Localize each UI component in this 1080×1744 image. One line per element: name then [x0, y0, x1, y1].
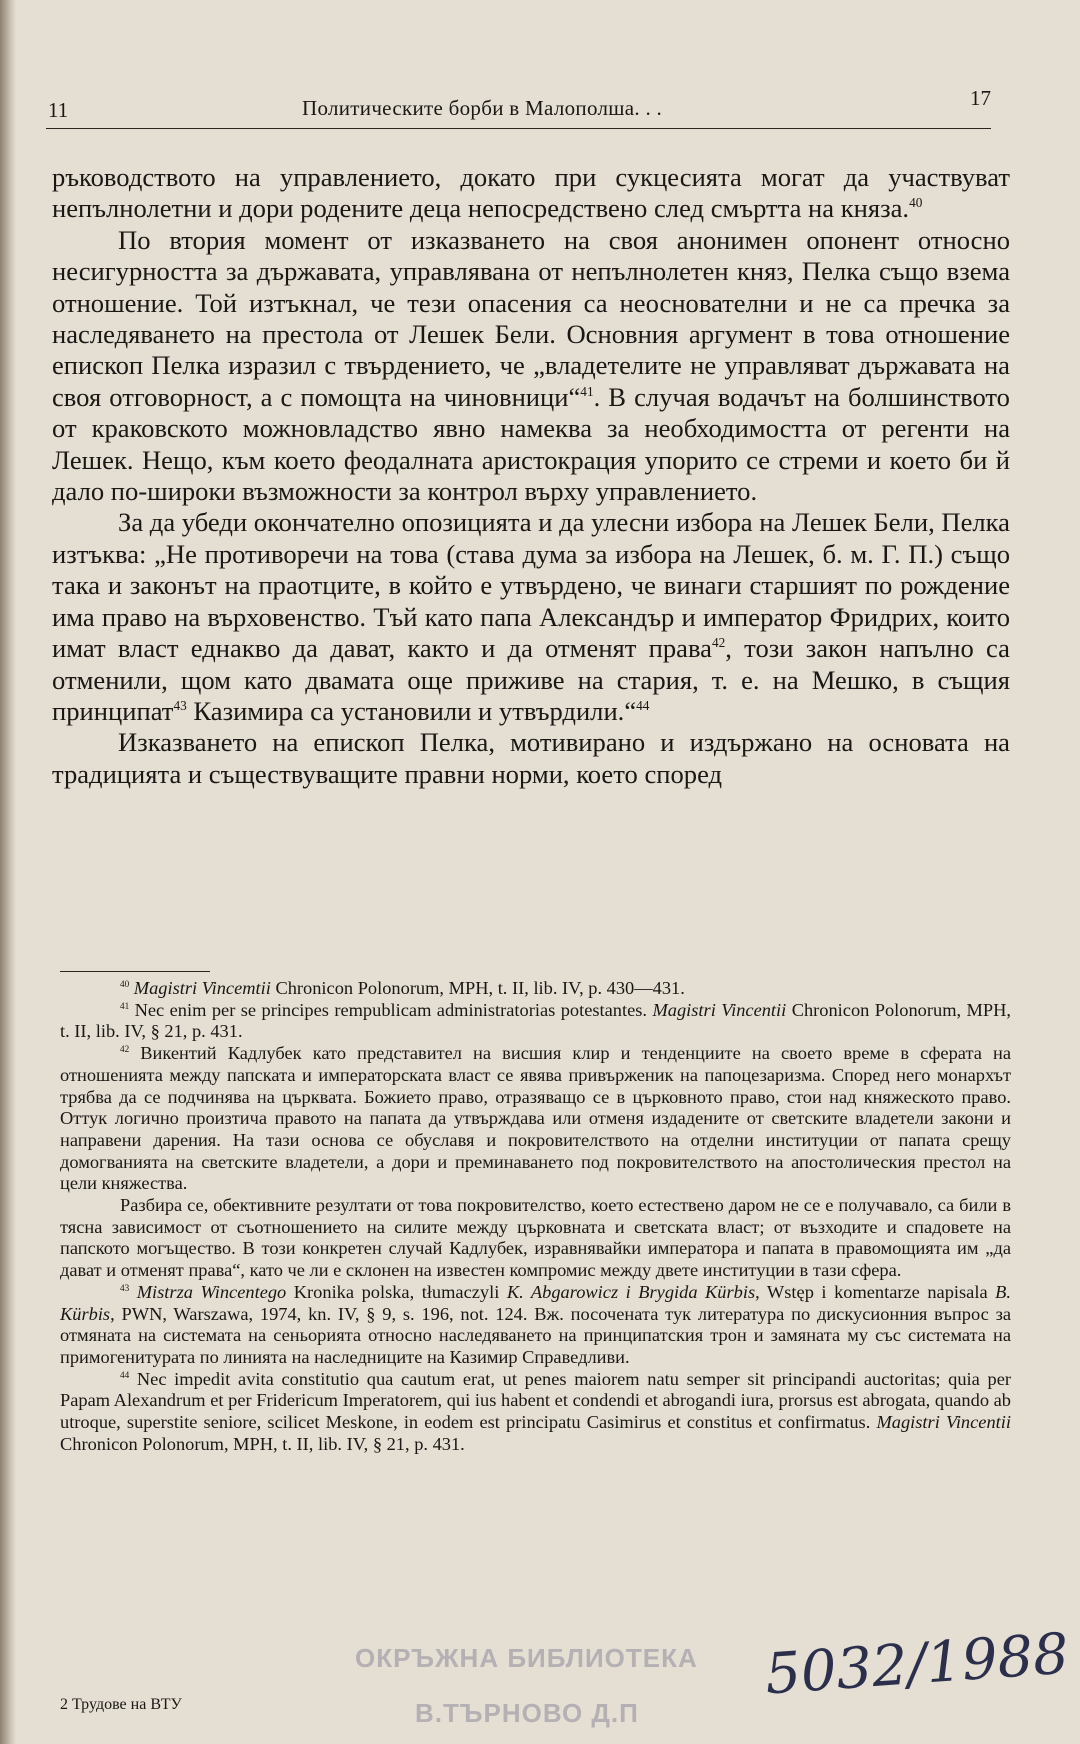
footnotes: [60, 978, 1011, 1455]
library-stamp-line-1: ОКРЪЖНА БИБЛИОТЕКА: [355, 1643, 698, 1673]
footnote-ref: 40: [909, 195, 923, 211]
main-text: [52, 162, 1010, 790]
footnote-40: $^{40}$ Magistri Vincemtii Chronicon Polonorum, MPH, t. II, lib. IV, p. 430—431.: [120, 978, 685, 998]
library-stamp-line-2: В.ТЪРНОВО Д.П: [415, 1698, 639, 1728]
footnote-ref: 43: [173, 698, 187, 714]
running-header: [46, 82, 991, 129]
printer-signature: 2 Трудове на ВТУ: [60, 1696, 182, 1713]
footnote-ref: 41: [580, 383, 594, 399]
footnote-44: $^{44}$ Nec impedit avita constitutio qua cautum erat, ut penes maiorem natu semper sit principandi auctoritas; quia per Papam Alexandrum et per Fridericum Imperatorem, qui ius habent et condendi et abrogandi iura, prorsus est abrogata, quando ab utroque, superstite seniore, scilicet Meskone, in eodem est principatu Casimirus et constitus et confirmatus. Magistri Vincentii Chronicon Polonorum, MPH, t. II, lib. IV, § 21, p. 431.: [60, 1368, 1011, 1454]
paragraph-3: За да убеди окончателно опозицията и да улесни избора на Лешек Бели, Пелка изтъква: „Не противоречи на това (става дума за избора на Лешек, б. м. Г. П.) също така и законът на праотците, в който е утвърдено, че винаги старшият по рождение има право на върховенство. Тъй като папа Александър и император Фридрих, които имат власт еднакво да дават, както и да отменят права$^{42}$, този закон напълно са отменили, щом като двамата още приживе на стария, т. е. на Мешко, в същия принципат$^{43}$ Казимира са установили и утвърдили.“$^{44}$: [52, 507, 1010, 726]
footnote-divider: [60, 971, 210, 972]
footnote-41: $^{41}$ Nec enim per se principes rempublicam administratorias potestantes. Magistri Vincentii Chronicon Polonorum, MPH, t. II, lib. IV, § 21, p. 431.: [60, 999, 1011, 1042]
footnote-42: $^{42}$ Викентий Кадлубек като представител на висшия клир и тенденциите на своето време в сферата на отношенията между папската и императорската власт се явява привърженик на папоцезаризма. Според него монархът трябва да се подчинява на църквата. Божието право, отразяващо се в църковното право, стои над княжеското право. Оттук логично произтича правото на папата да утвърждава или отменя издадените от светските владетели закони и направени дарения. На тази основа се обуславя и покровителството на отделни институции от папата срещу домогванията на светските владетели, а дори и преминаването под покровителството на апостолическия престол на цели княжества.: [60, 1043, 1011, 1194]
chapter-number: 11: [48, 98, 69, 122]
handwritten-inventory-number: 5032/1988: [763, 1621, 1071, 1708]
paragraph-1: ръководството на управлението, докато при сукцесията могат да участвуват непълнолетни и дори родените деца непосредствено след смъртта на княза.$^{40}$: [52, 162, 1010, 224]
footnote-ref: 42: [711, 635, 726, 651]
page-binding-shadow: [0, 0, 16, 1744]
footnote-42-continued: Разбира се, обективните резултати от това покровителство, което естествено даром не се е получавало, са били в тясна зависимост от съотношението на силите между църковната и светската власт; от възходите и спадовете на папското могъщество. В този конкретен случай Кадлубек, изравнявайки императора и папата в правомощията им „да дават и отменят права“, като че ли е склонен на известен компромис между двете институции в тази сфера.: [60, 1195, 1011, 1281]
page-number: 17: [970, 86, 991, 110]
footnote-ref: 44: [636, 698, 650, 714]
paragraph-2: По втория момент от изказването на своя анонимен опонент относно несигурността за държавата, управлявана от непълнолетен княз, Пелка също взема отношение. Той изтъкнал, че тези опасения са неоснователни и не са пречка за наследяването на престола от Лешек Бели. Основния аргумент в това отношение епископ Пелка изразил с твърдението, че „владетелите не управляват държавата на своя отговорност, а с помощта на чиновници“$^{41}$. В случая водачът на болшинството от краковското можновладство явно намеква за необходимостта от регенти на Лешек. Нещо, към което феодалната аристокрация упорито се стреми и което би й дало по-широки възможности за контрол върху управлението.: [52, 224, 1010, 507]
paragraph-4: Изказването на епископ Пелка, мотивирано и издържано на основата на традицията и съществуващите правни норми, което според: [52, 727, 1010, 789]
footnote-43: $^{43}$ Mistrza Wincentego Kronika polska, tłumaczyli K. Abgarowicz i Brygida Kürbis, Wstęp i komentarze napisala B. Kürbis, PWN, Warszawa, 1974, kn. IV, § 9, s. 196, not. 124. Вж. посочената тук литература по дискусионния въпрос за отмяната на системата на сеньорията относно наследяването на принципатския трон и замяната му със системата на примогенитурата по линията на наследниците на Казимир Справедливи.: [60, 1281, 1011, 1367]
running-title: Политическите борби в Малополша. . .: [302, 96, 663, 120]
